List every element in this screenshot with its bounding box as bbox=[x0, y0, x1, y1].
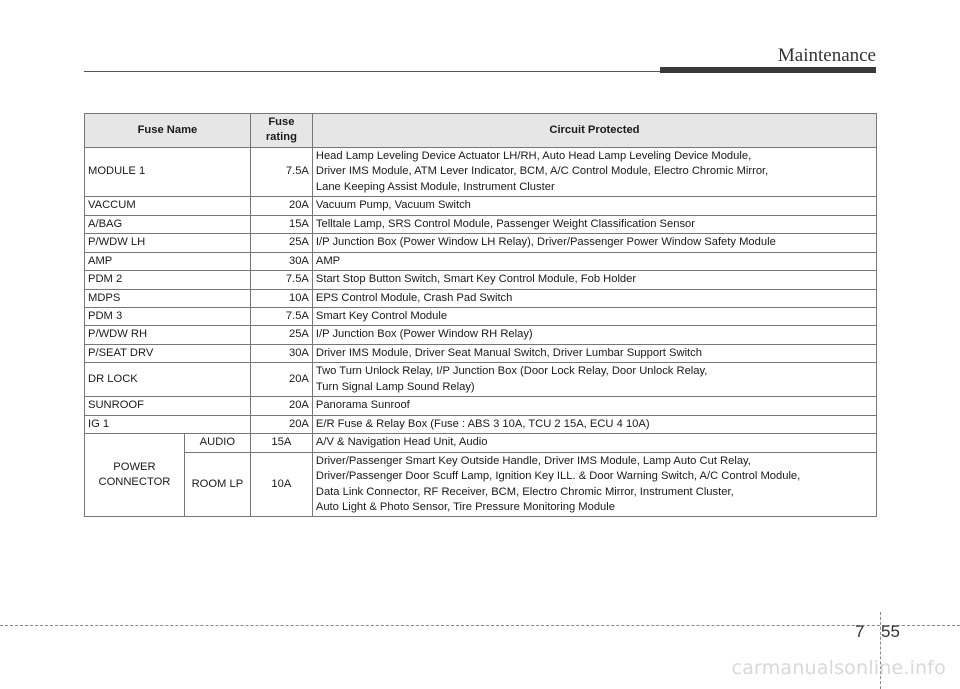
fuse-name-cell: P/WDW LH bbox=[85, 234, 251, 252]
fuse-rating-cell: 7.5A bbox=[250, 307, 312, 325]
fuse-name-cell: VACCUM bbox=[85, 197, 251, 215]
fuse-rating-cell: 15A bbox=[250, 434, 312, 452]
circuit-line: Driver IMS Module, ATM Lever Indicator, BCM, A/C Control Module, Electro Chromic Mirror, bbox=[315, 165, 769, 178]
circuit-line: AMP bbox=[315, 254, 341, 267]
circuit-line: Smart Key Control Module bbox=[315, 309, 448, 322]
group-label-line: POWER bbox=[113, 460, 156, 473]
circuit-protected-cell bbox=[312, 197, 876, 215]
circuit-protected-cell bbox=[312, 147, 876, 196]
fuse-name-cell: P/SEAT DRV bbox=[85, 344, 251, 362]
header-divider-accent bbox=[660, 67, 876, 73]
fuse-rating-cell: 20A bbox=[250, 363, 312, 397]
fuse-rating-cell: 10A bbox=[250, 289, 312, 307]
column-header-fuse-rating: Fuse rating bbox=[250, 114, 312, 148]
fuse-name-cell: SUNROOF bbox=[85, 397, 251, 415]
table-row bbox=[85, 344, 877, 362]
table-row bbox=[85, 307, 877, 325]
fuse-rating-cell: 25A bbox=[250, 326, 312, 344]
circuit-protected-cell bbox=[312, 326, 876, 344]
table-row bbox=[85, 147, 877, 196]
circuit-line: Driver/Passenger Smart Key Outside Handle, Driver IMS Module, Lamp Auto Cut Relay, bbox=[315, 454, 751, 467]
circuit-protected-cell bbox=[312, 415, 876, 433]
circuit-line: Vacuum Pump, Vacuum Switch bbox=[315, 199, 471, 212]
circuit-line: Data Link Connector, RF Receiver, BCM, Electro Chromic Mirror, Instrument Cluster, bbox=[315, 485, 734, 498]
circuit-line: Driver IMS Module, Driver Seat Manual Switch, Driver Lumbar Support Switch bbox=[315, 346, 702, 359]
circuit-line: Head Lamp Leveling Device Actuator LH/RH, Auto Head Lamp Leveling Device Module, bbox=[315, 149, 752, 162]
circuit-protected-cell bbox=[312, 397, 876, 415]
circuit-line: E/R Fuse & Relay Box (Fuse : ABS 3 10A, TCU 2 15A, ECU 4 10A) bbox=[315, 417, 650, 430]
fuse-table-body bbox=[85, 147, 877, 517]
circuit-line: I/P Junction Box (Power Window RH Relay) bbox=[315, 328, 533, 341]
circuit-line: Panorama Sunroof bbox=[315, 399, 410, 412]
page-number: 55 bbox=[881, 622, 900, 641]
table-row bbox=[85, 215, 877, 233]
circuit-protected-cell bbox=[312, 252, 876, 270]
fuse-rating-cell: 10A bbox=[250, 452, 312, 517]
table-row bbox=[85, 397, 877, 415]
table-row bbox=[85, 271, 877, 289]
circuit-line: Start Stop Button Switch, Smart Key Control Module, Fob Holder bbox=[315, 273, 637, 286]
circuit-protected-cell bbox=[312, 289, 876, 307]
header-divider bbox=[84, 71, 660, 72]
table-row bbox=[85, 434, 877, 452]
fuse-name-cell: PDM 2 bbox=[85, 271, 251, 289]
fuse-rating-cell: 30A bbox=[250, 344, 312, 362]
fuse-rating-cell: 15A bbox=[250, 215, 312, 233]
table-row bbox=[85, 197, 877, 215]
fuse-rating-cell: 20A bbox=[250, 415, 312, 433]
table-row bbox=[85, 289, 877, 307]
table-row bbox=[85, 452, 877, 517]
table-row bbox=[85, 363, 877, 397]
circuit-line: Lane Keeping Assist Module, Instrument Cluster bbox=[315, 180, 555, 193]
power-connector-group-cell bbox=[85, 434, 185, 517]
circuit-line: Two Turn Unlock Relay, I/P Junction Box (Door Lock Relay, Door Unlock Relay, bbox=[315, 365, 708, 378]
circuit-protected-cell bbox=[312, 271, 876, 289]
circuit-line: A/V & Navigation Head Unit, Audio bbox=[315, 436, 488, 449]
fuse-rating-cell: 20A bbox=[250, 397, 312, 415]
fuse-name-cell: PDM 3 bbox=[85, 307, 251, 325]
circuit-line: Driver/Passenger Door Scuff Lamp, Ignition Key ILL. & Door Warning Switch, A/C Control Module, bbox=[315, 470, 801, 483]
footer-divider bbox=[0, 625, 960, 626]
circuit-line: Turn Signal Lamp Sound Relay) bbox=[315, 380, 475, 393]
fuse-name-cell: A/BAG bbox=[85, 215, 251, 233]
table-row bbox=[85, 234, 877, 252]
group-label-line: CONNECTOR bbox=[98, 476, 171, 489]
circuit-protected-cell bbox=[312, 452, 876, 517]
column-header-circuit-protected: Circuit Protected bbox=[312, 114, 876, 148]
circuit-protected-cell bbox=[312, 307, 876, 325]
fuse-rating-cell: 25A bbox=[250, 234, 312, 252]
circuit-line: Auto Light & Photo Sensor, Tire Pressure Monitoring Module bbox=[315, 500, 615, 513]
fuse-name-cell: IG 1 bbox=[85, 415, 251, 433]
watermark: carmanualsonline.info bbox=[731, 657, 946, 679]
circuit-protected-cell bbox=[312, 434, 876, 452]
fuse-table bbox=[84, 113, 877, 517]
fuse-name-cell: AMP bbox=[85, 252, 251, 270]
fuse-rating-cell: 7.5A bbox=[250, 147, 312, 196]
fuse-name-cell: MDPS bbox=[85, 289, 251, 307]
circuit-line: Telltale Lamp, SRS Control Module, Passenger Weight Classification Sensor bbox=[315, 217, 695, 230]
table-row bbox=[85, 415, 877, 433]
fuse-rating-cell: 7.5A bbox=[250, 271, 312, 289]
circuit-line: I/P Junction Box (Power Window LH Relay), Driver/Passenger Power Window Safety Module bbox=[315, 236, 776, 249]
table-header-row bbox=[85, 114, 877, 148]
circuit-protected-cell bbox=[312, 234, 876, 252]
table-row bbox=[85, 326, 877, 344]
circuit-protected-cell bbox=[312, 344, 876, 362]
fuse-rating-cell: 20A bbox=[250, 197, 312, 215]
fuse-name-cell: MODULE 1 bbox=[85, 147, 251, 196]
fuse-name-cell: DR LOCK bbox=[85, 363, 251, 397]
fuse-rating-cell: 30A bbox=[250, 252, 312, 270]
circuit-protected-cell bbox=[312, 363, 876, 397]
fuse-name-cell: ROOM LP bbox=[184, 452, 250, 517]
table-row bbox=[85, 252, 877, 270]
page-section-title: Maintenance bbox=[777, 45, 876, 66]
circuit-protected-cell bbox=[312, 215, 876, 233]
fuse-name-cell: P/WDW RH bbox=[85, 326, 251, 344]
fuse-name-cell: AUDIO bbox=[184, 434, 250, 452]
chapter-number: 7 bbox=[855, 622, 865, 641]
circuit-line: EPS Control Module, Crash Pad Switch bbox=[315, 291, 513, 304]
column-header-fuse-name: Fuse Name bbox=[85, 114, 251, 148]
